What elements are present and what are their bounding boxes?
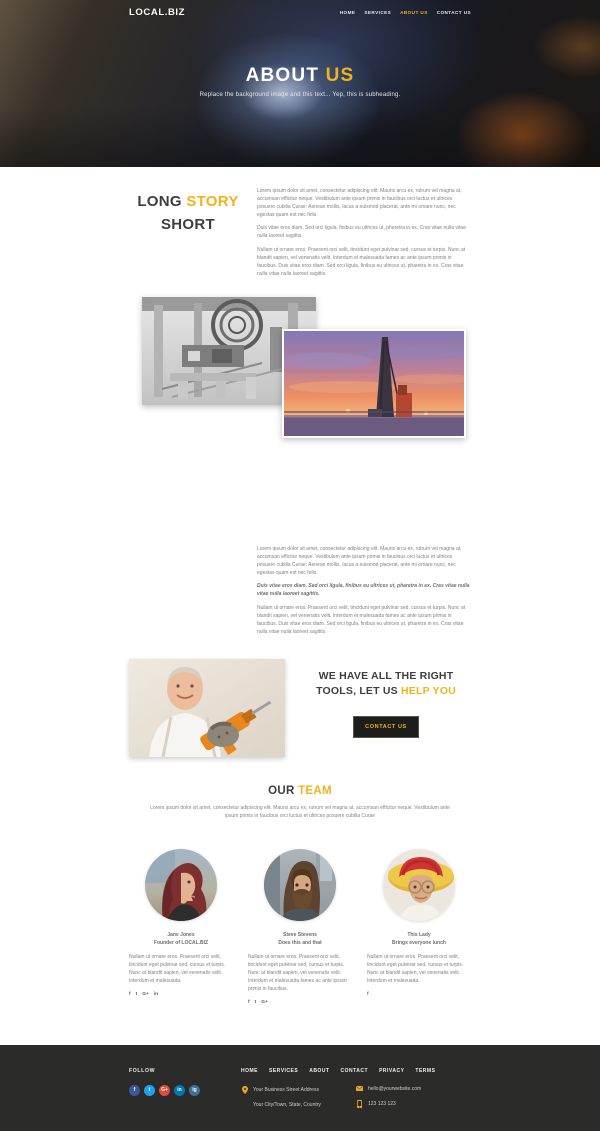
footer-link-home[interactable]: HOME [241, 1067, 258, 1074]
page-title-white: ABOUT [245, 65, 320, 86]
footer-link-about[interactable]: ABOUT [309, 1067, 330, 1074]
man-with-drill-photo [129, 659, 285, 757]
our-team-section [129, 757, 471, 1005]
steve-stevens-avatar [264, 849, 336, 921]
google-plus-icon[interactable]: G+ [261, 999, 268, 1005]
follow-label: FOLLOW [129, 1067, 156, 1074]
paragraph-emphasized: Duis vitae eros diam. Sed orci ligula, finibus eu ultrices ut, pharetra in ex. Cras vitae nulla vitae nulla laoreet sagittis. [257, 583, 470, 598]
this-lady-avatar [383, 849, 455, 921]
facebook-icon[interactable]: f [367, 991, 369, 997]
footer-contact-block [356, 1086, 471, 1116]
facebook-icon[interactable]: f [129, 1085, 140, 1096]
cta-heading-yellow: HELP YOU [400, 685, 456, 698]
page-title-yellow: US [325, 65, 355, 86]
main-nav [340, 10, 471, 15]
hero-heading-block [129, 65, 471, 98]
long-story-short-section [129, 167, 471, 636]
facebook-icon[interactable]: f [129, 991, 131, 997]
jane-jones-avatar [145, 849, 217, 921]
story-top-text [247, 187, 471, 283]
twitter-icon[interactable]: t [144, 1085, 155, 1096]
team-member-card [248, 849, 352, 1005]
page-title [129, 65, 471, 87]
member-social-links [248, 1000, 352, 1005]
heading-short: SHORT [161, 215, 215, 233]
cta-text-block [285, 659, 471, 738]
top-navigation-bar [129, 0, 471, 18]
footer-link-contact[interactable]: CONTACT [340, 1067, 369, 1074]
nav-item-services[interactable]: SERVICES [364, 10, 392, 15]
member-bio: Nullam ut ornare eros. Praesent orci velit, tincidunt eget pulvinar sed, cursus et turpis. Nunc at blandit sapien, vel venenatis velit. Interdum et malesuada fames ac ante ipsum primis in faucibus. [248, 953, 347, 992]
google-plus-icon[interactable]: G+ [159, 1085, 170, 1096]
email-link[interactable]: hello@yourwebsite.com [368, 1085, 422, 1092]
brand-logo[interactable]: LOCAL.BIZ [129, 7, 186, 18]
team-heading-dark: OUR [268, 784, 299, 797]
contact-us-button[interactable]: CONTACT US [353, 716, 419, 738]
address-line-2: Your City/Town, State, Country [253, 1101, 321, 1108]
team-member-card [129, 849, 233, 1005]
paragraph: Nullam ut ornare eros. Praesent orci velit, tincidunt eget pulvinar sed, cursus et turpis. Nunc at blandit sapien, vel venenatis velit. Interdum et malesuada fames ac ante ipsum primis in faucibus. Duis vitae eros diam. Sed orci ligula, finibus eu ultrices ut, pharetra in ex. Cras vitae nulla vitae nulla laoreet sagittis. [257, 604, 466, 635]
linkedin-icon[interactable]: in [174, 1085, 185, 1096]
story-photo-collage [129, 283, 471, 545]
twitter-icon[interactable]: t [254, 999, 257, 1005]
facebook-icon[interactable]: f [248, 999, 250, 1005]
paragraph: Lorem ipsum dolor sit amet, consectetur adipiscing elit. Mauris arcu ex, rutrum vel magna at, accumsan efficitur neque. Vestibulum ante ipsum primis in faucibus orci luctus et ultrices posuere cubilia Curae; Aenean mollis, lacus a euismod placerat, ante mi ornare nunc, nec egestas quam est nec felis. [257, 188, 462, 219]
member-role: Does this and that [278, 939, 322, 946]
member-social-links [129, 992, 233, 997]
member-bio: Nullam ut ornare eros. Praesent orci velit, tincidunt eget pulvinar sed, cursus et turpis. Nunc at blandit sapien, vel venenatis velit. Interdum et malesuada. [129, 953, 226, 984]
address-line-1: Your Business Street Address [253, 1086, 319, 1093]
heading-long: LONG [137, 193, 187, 210]
paragraph: Nullam ut ornare eros. Praesent orci velit, tincidunt eget pulvinar sed, cursus et turpis. Nunc at blandit sapien, vel venenatis velit. Interdum et malesuada fames ac ante ipsum primis in faucibus. Duis vitae eros diam. Sed orci ligula, finibus eu ultrices ut, pharetra in ex. Cras vitae nulla vitae nulla laoreet sagittis. [257, 246, 466, 277]
cta-heading [301, 669, 471, 699]
twitter-icon[interactable]: t [135, 991, 138, 997]
location-pin-icon [241, 1086, 248, 1094]
footer-follow-block [129, 1068, 241, 1116]
nav-item-home[interactable]: HOME [339, 10, 356, 15]
instagram-icon[interactable]: ig [189, 1085, 200, 1096]
google-plus-icon[interactable]: G+ [142, 991, 149, 997]
team-member-card [367, 849, 471, 1005]
member-name: Steve Stevens [283, 931, 317, 938]
nav-item-contact-us[interactable]: CONTACT US [436, 10, 471, 15]
story-bottom-text [129, 545, 471, 636]
heading-story: STORY [186, 193, 239, 210]
team-heading [129, 785, 471, 797]
member-role: Founder of LOCAL.BIZ [153, 939, 209, 946]
paragraph: Duis vitae eros diam. Sed orci ligula, finibus eu ultrices ut, pharetra in ex. Cras vitae nulla vitae nulla laoreet sagittis. [257, 225, 466, 240]
hero-section [0, 0, 600, 167]
member-name: Jane Jones [167, 931, 195, 938]
linkedin-icon[interactable]: in [153, 991, 159, 997]
paragraph: Lorem ipsum dolor sit amet, consectetur adipiscing elit. Mauris arcu ex, rutrum vel magna at, accumsan efficitur neque. Vestibulum ante ipsum primis in faucibus orci luctus et ultrices posuere cubilia Curae; Aenean mollis, lacus a euismod placerat, ante mi ornare nunc, nec egestas quam est nec felis. [257, 545, 462, 577]
member-bio: Nullam ut ornare eros. Praesent orci velit, tincidunt eget pulvinar sed, cursus et turpis. Nunc at blandit sapien, vel venenatis velit. Interdum et malesuada. [367, 953, 464, 984]
footer-link-terms[interactable]: TERMS [415, 1067, 436, 1074]
sunset-drilling-rig-photo [282, 329, 466, 438]
member-name: This Lady [407, 931, 431, 938]
phone-link[interactable]: 123 123 123 [368, 1100, 396, 1107]
cta-section [129, 641, 471, 757]
email-icon [356, 1086, 363, 1091]
footer-address-block [241, 1086, 356, 1116]
team-subtext: Lorem ipsum dolor sit amet, consectetur adipiscing elit. Mauris arcu ex, rutrum vel magna at, accumsan efficitur neque. Vestibulum ante ipsum primis in faucibus orci luctus et ultrices posuere cubilia Curae [150, 804, 450, 820]
cta-heading-dark: WE HAVE ALL THE RIGHT TOOLS, LET US [316, 669, 454, 698]
hero-subheading: Replace the background image and this text... Yep, this is subheading. [199, 92, 401, 98]
member-social-links [367, 992, 471, 997]
footer [0, 1045, 600, 1131]
footer-link-services[interactable]: SERVICES [269, 1067, 299, 1074]
section-heading [129, 187, 247, 283]
footer-link-privacy[interactable]: PRIVACY [379, 1067, 405, 1074]
team-heading-yellow: TEAM [298, 784, 332, 797]
phone-icon [356, 1100, 363, 1108]
member-role: Brings everyone lunch [392, 939, 446, 946]
nav-item-about-us[interactable]: ABOUT US [400, 10, 428, 15]
footer-nav-links [241, 1068, 471, 1074]
footer-social-icons [129, 1085, 241, 1096]
